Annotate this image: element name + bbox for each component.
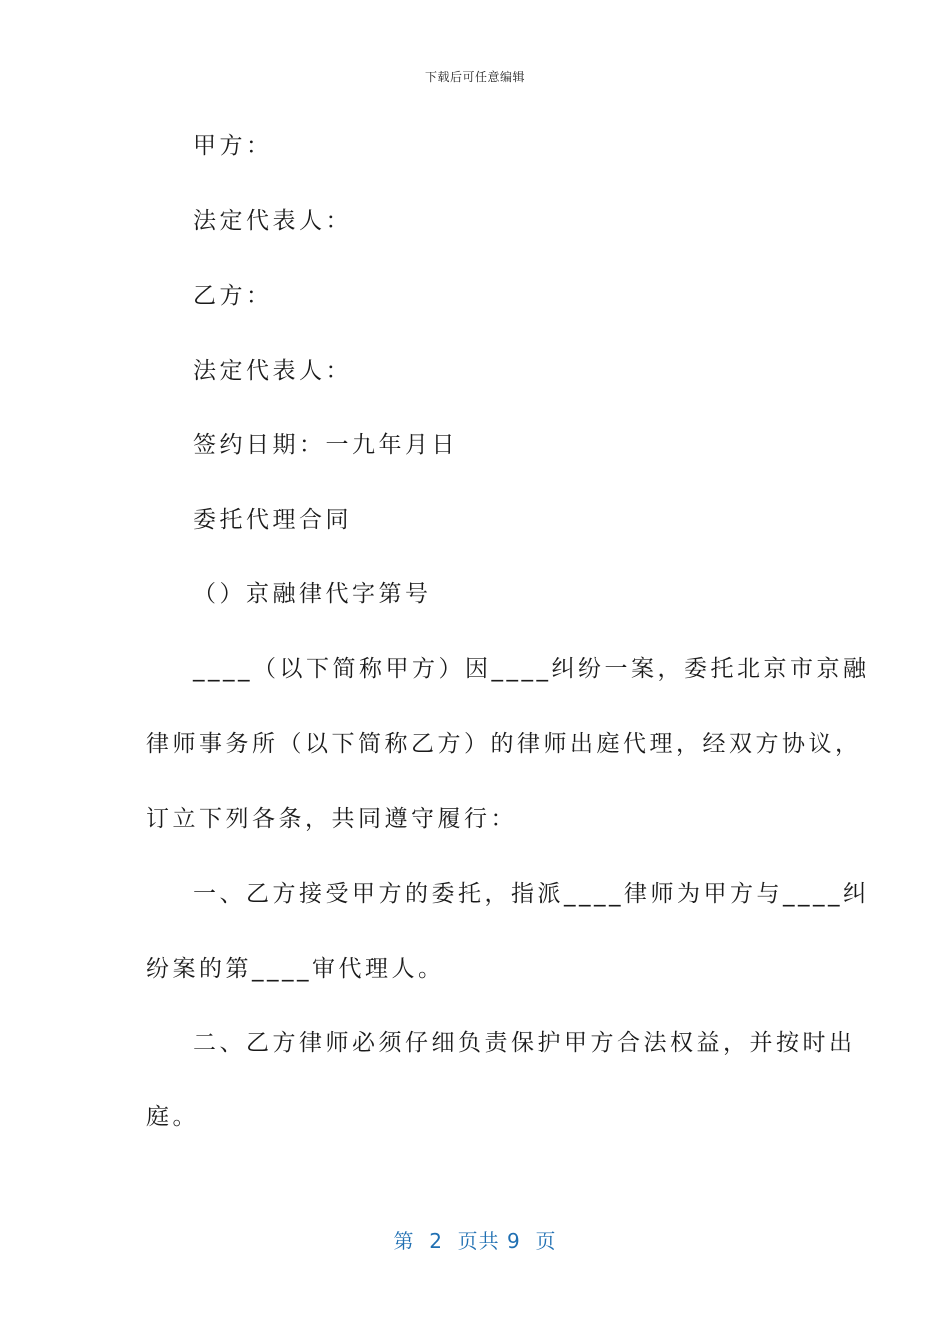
party-b-representative-label: 法定代表人： bbox=[193, 358, 352, 384]
signing-date: 签约日期：一九年月日 bbox=[193, 432, 458, 458]
clause-2-line-2: 庭。 bbox=[146, 1104, 199, 1130]
clause-1-line-2: 纷案的第____审代理人。 bbox=[146, 956, 445, 982]
clause-1-line-1: 一、乙方接受甲方的委托，指派____律师为甲方与____纠 bbox=[193, 881, 870, 907]
page-number-footer: 第 2 页共 9 页 bbox=[393, 1229, 557, 1253]
party-a-representative-label: 法定代表人： bbox=[193, 208, 352, 234]
paragraph-intro-line-3: 订立下列各条，共同遵守履行： bbox=[146, 806, 517, 832]
party-a-label: 甲方： bbox=[193, 133, 273, 159]
contract-title: 委托代理合同 bbox=[193, 507, 352, 533]
paragraph-intro-line-1: ____（以下简称甲方）因____纠纷一案，委托北京市京融 bbox=[193, 656, 870, 682]
clause-2-line-1: 二、乙方律师必须仔细负责保护甲方合法权益，并按时出 bbox=[193, 1030, 856, 1056]
contract-number: （）京融律代字第号 bbox=[193, 581, 432, 607]
paragraph-intro-line-2: 律师事务所（以下简称乙方）的律师出庭代理，经双方协议， bbox=[146, 731, 862, 757]
party-b-label: 乙方： bbox=[193, 283, 273, 309]
header-note: 下载后可任意编辑 bbox=[424, 70, 525, 84]
